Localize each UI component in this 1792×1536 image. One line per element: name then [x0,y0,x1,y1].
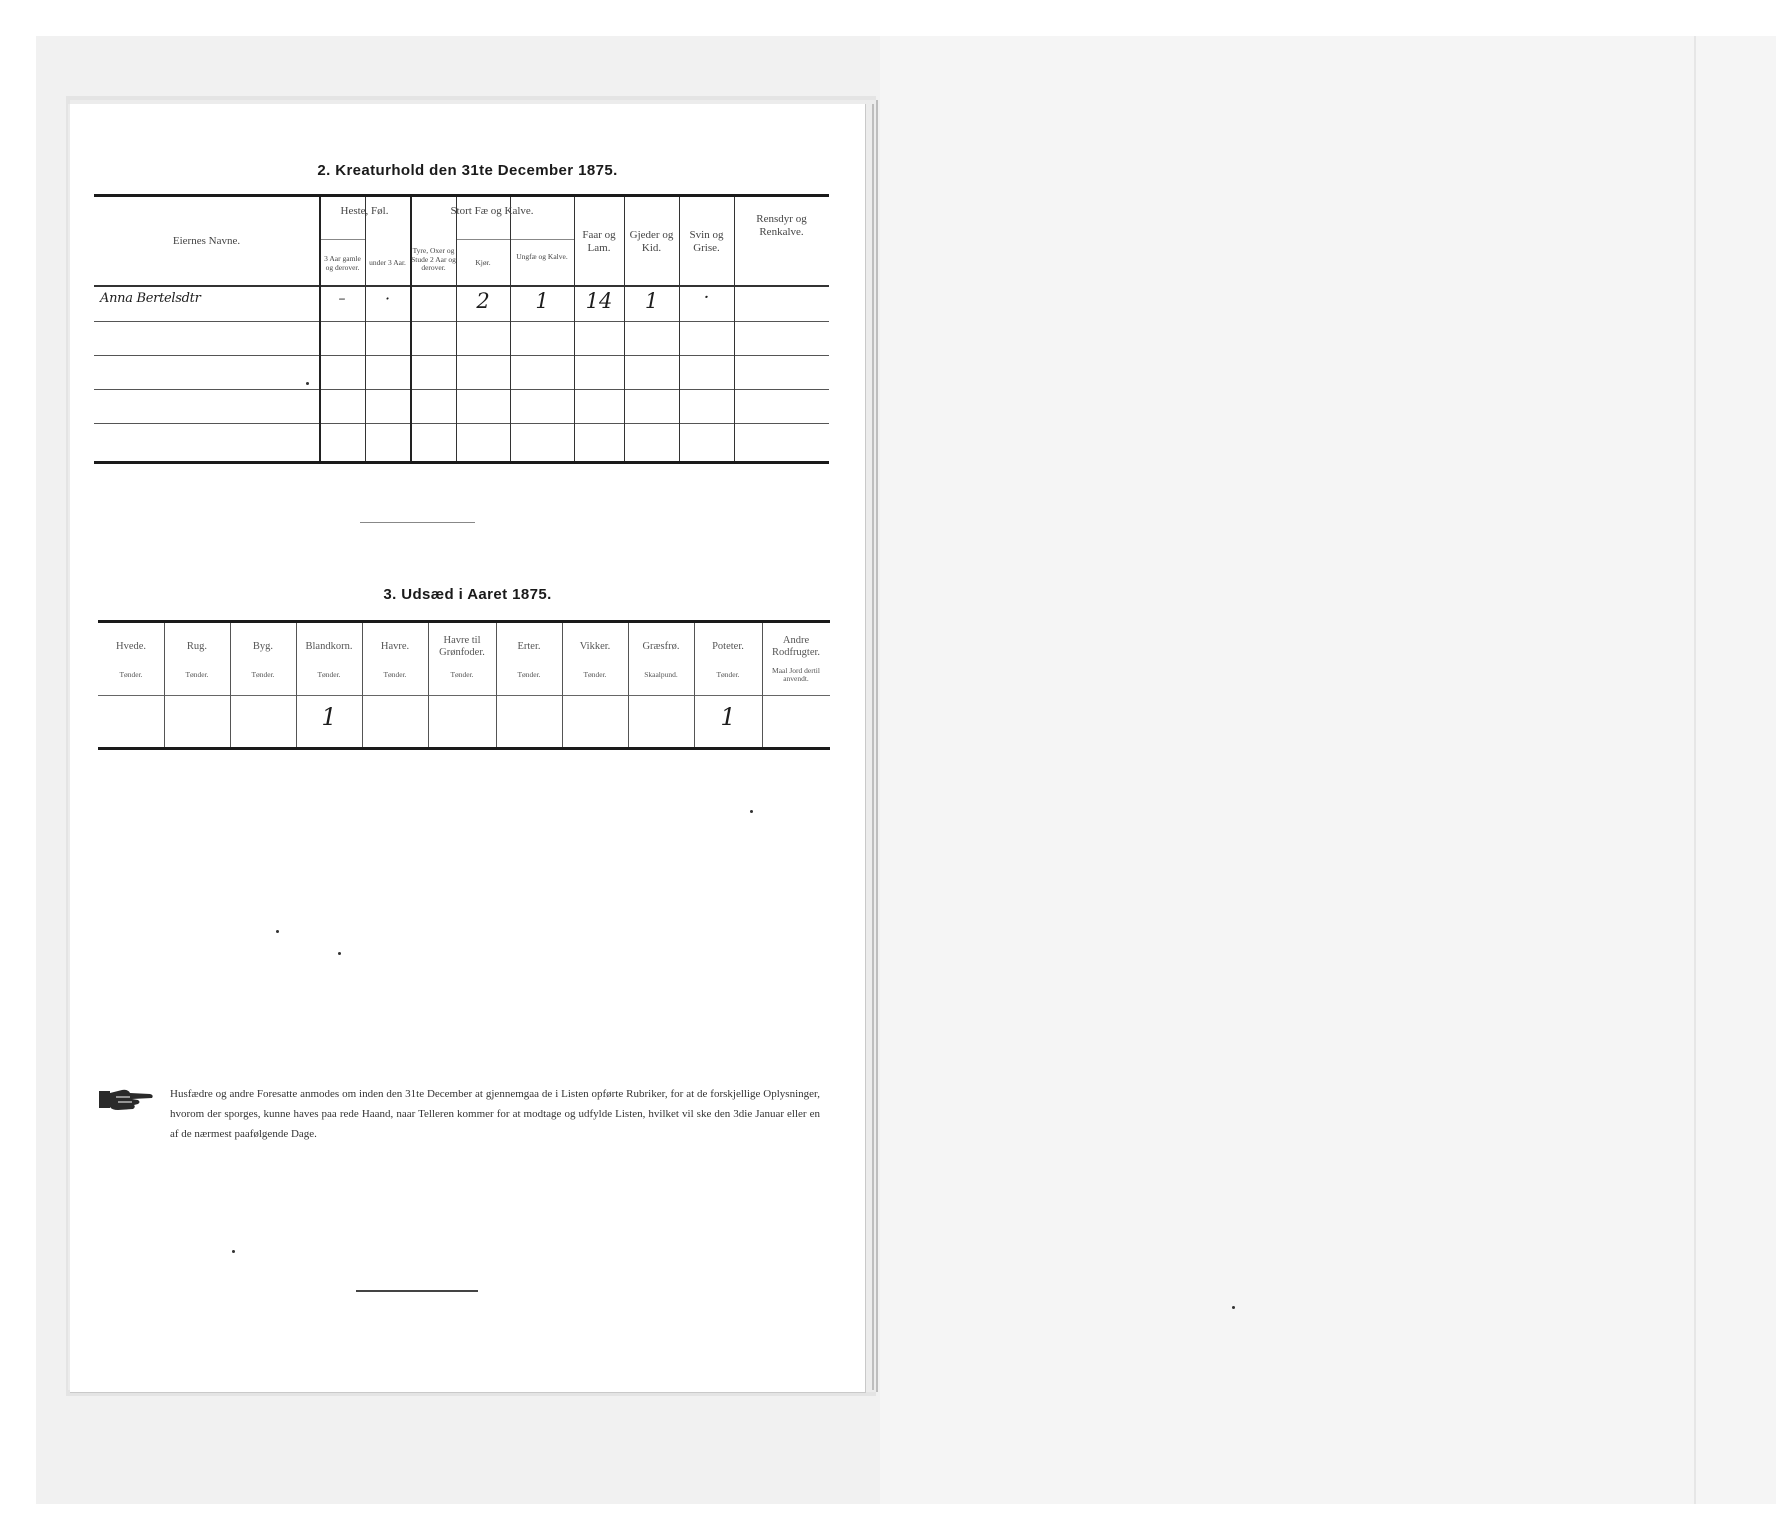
col-green-fodder: Havre til Grønfoder. [439,635,485,658]
unit-rye: Tønder. [185,670,209,679]
col-rye: Rug. [186,641,208,652]
cell-horses-under3: · [384,289,391,308]
owner-name: Anna Bertelsdtr [100,291,201,306]
cell-sheep: 14 [585,289,613,313]
col-potatoes: Poteter. [712,641,744,652]
section-2-title: 2. Kreaturhold den 31te December 1875. [317,162,618,179]
closing-rule [356,1290,478,1292]
sowing-table [98,620,830,750]
unit-barley: Tønder. [251,670,275,679]
header-reindeer: Rensdyr og Renkalve. [756,213,807,238]
livestock-table [94,194,829,464]
value-mixed-grain: 1 [321,703,337,731]
pointing-hand-icon [98,1084,156,1119]
unit-oats: Tønder. [383,670,407,679]
cell-cattle-cows: 2 [476,289,490,313]
header-sheep: Faar og Lam. [582,229,616,254]
col-oats: Havre. [380,641,410,652]
col-peas: Erter. [517,641,541,652]
unit-vetch: Tønder. [583,670,607,679]
section-3-title: 3. Udsæd i Aaret 1875. [383,586,552,603]
header-cattle-young: Ungfæ og Kalve. [516,252,568,261]
header-horses: Heste, Føl. [340,205,389,217]
cell-cattle-young: 1 [535,289,549,313]
col-mixed-grain: Blandkorn. [305,641,353,652]
cell-horses-3yr: – [338,291,346,307]
blank-facing-page [880,36,1776,1504]
unit-wheat: Tønder. [119,670,143,679]
header-cattle-cows: Kjør. [475,258,491,267]
header-cattle: Stort Fæ og Kalve. [450,205,534,217]
cell-goats: 1 [644,289,659,313]
header-horses-under3: under 3 Aar. [369,258,406,267]
col-wheat: Hvede. [115,641,147,652]
value-potatoes: 1 [720,703,736,731]
unit-peas: Tønder. [517,670,541,679]
col-vetch: Vikker. [579,641,611,652]
unit-potatoes: Tønder. [716,670,740,679]
census-form-page [70,104,866,1393]
header-owner: Eiernes Navne. [172,235,241,247]
instructions-notice: Husfædre og andre Foresatte anmodes om inden den 31te December at gjennemgaa de i Listen opførte Rubriker, for at de forskjellige Oplysninger, hvorom der sporges, kunne haves paa rede Haand, naar Telleren kommer for at modtage og udfylde Listen, hvilket vil ske den 3die Januar eller en af de nærmest paafølgende Dage. [170,1088,820,1140]
col-grass-seed: Græsfrø. [642,641,680,652]
unit-grass-seed: Skaalpund. [644,670,678,679]
section-separator [360,522,475,523]
col-barley: Byg. [252,641,274,652]
header-pigs: Svin og Grise. [689,229,724,254]
header-goats: Gjeder og Kid. [629,229,674,254]
cell-pigs: · [703,287,710,308]
header-cattle-bulls: Tyre, Oxer og Stude 2 Aar og derover. [411,246,456,272]
unit-mixed-grain: Tønder. [317,670,341,679]
unit-green-fodder: Tønder. [450,670,474,679]
header-horses-3yr: 3 Aar gamle og derover. [324,254,361,272]
unit-root-crops: Maal Jord dertil anvendt. [772,666,820,683]
col-root-crops: Andre Rodfrugter. [771,635,821,658]
